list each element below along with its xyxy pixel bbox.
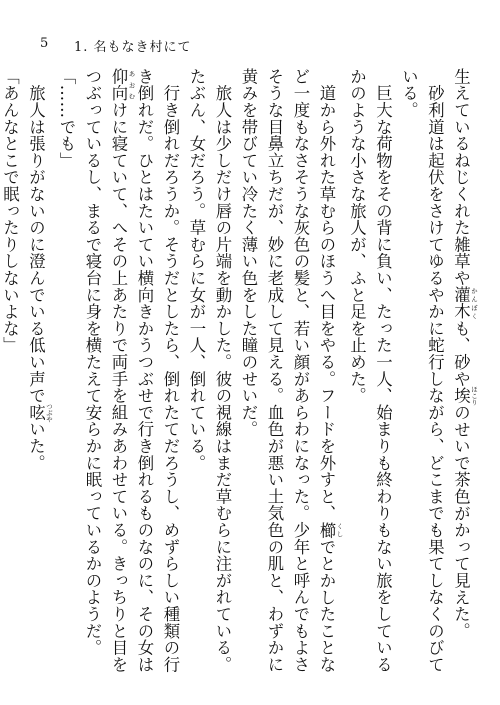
text-run: 砂利道は起伏をさけてゆるやかに蛇行しながら、どこまでも果てしなくのびている。 [399,68,445,673]
text-run: けに寝ていて、へその上あたりで両手を組みあわせている。きっちりと目をつぶっているし、まるで寝台に身を横たえて安らかに眠っているかのようだ。 [83,68,128,673]
text-run: 道から外れた草むらのほうへ目をやる。フードを外すと、 [317,68,336,522]
ruby-base: 櫛 [317,521,336,539]
ruby-word [451,286,478,321]
ruby-base: 灌木 [451,286,471,321]
text-run: 「あんなとこで眠ったりしないよな」 [0,68,20,354]
text-run: のせいで茶色がかって見えた。 [451,404,471,640]
paragraph [344,68,396,680]
paragraph [53,68,79,680]
chapter-title: 1. 名もなき村にて [74,40,192,55]
ruby-word [26,402,53,423]
text-run: でとかしたことなど一度もなさそうな灰色の髪と、若い顔があらわになった。少年と呼んでもよさそうな目鼻立ちだが、妙に老成して見える。血色が悪い土気色の肌と、わずかに黄みを帯びてい冷たく薄い色をした瞳のせいだ。 [239,68,336,673]
ruby-reading: ほこり [470,385,478,406]
paragraph [79,68,183,680]
text-run: 生えているねじくれた雑草や [451,68,471,287]
paragraph [0,68,23,680]
text-run: いた。 [26,420,46,472]
ruby-word [451,385,478,406]
paragraph [235,68,344,680]
text-run: 行き倒れだろうか。そうだとしたら、倒れたてだろうし、めずらしい種類の行き倒れだ。ひとはたいてい横向きかうつぶせで行き倒れるものなのに、その女は [135,68,180,673]
text-run: 「……でも」 [57,68,76,169]
ruby-reading: くし [335,521,344,539]
paragraph [183,68,235,680]
page-number: 5 [40,36,50,51]
ruby-reading: あおむ [127,68,136,102]
text-run: 旅人は少しだけ唇の片端を動かした。彼の視線はまだ草むらに注がれている。たぶん、女だろう。草むらに女が一人、倒れている。 [187,68,232,673]
ruby-base: 呟 [26,402,46,423]
paragraph [448,68,479,680]
text-run: 巨大な荷物をその背に負い、たった一人、始まりも終わりもない旅をしているかのような小さな旅人が、ふと足を止めた。 [347,68,393,673]
ruby-reading: つぶや [45,402,53,423]
ruby-base: 仰向 [109,68,128,102]
running-header [40,36,192,55]
ruby-word [109,68,136,102]
text-run: も、砂や [451,320,471,388]
paragraph [396,68,448,680]
ruby-reading: かんぼく [470,286,478,320]
body-text [0,68,478,680]
ruby-word [317,521,344,539]
ruby-base: 埃 [451,385,471,406]
paragraph [23,68,54,680]
text-run: 旅人は張りがないのに澄んでいる低い声で [26,68,46,404]
